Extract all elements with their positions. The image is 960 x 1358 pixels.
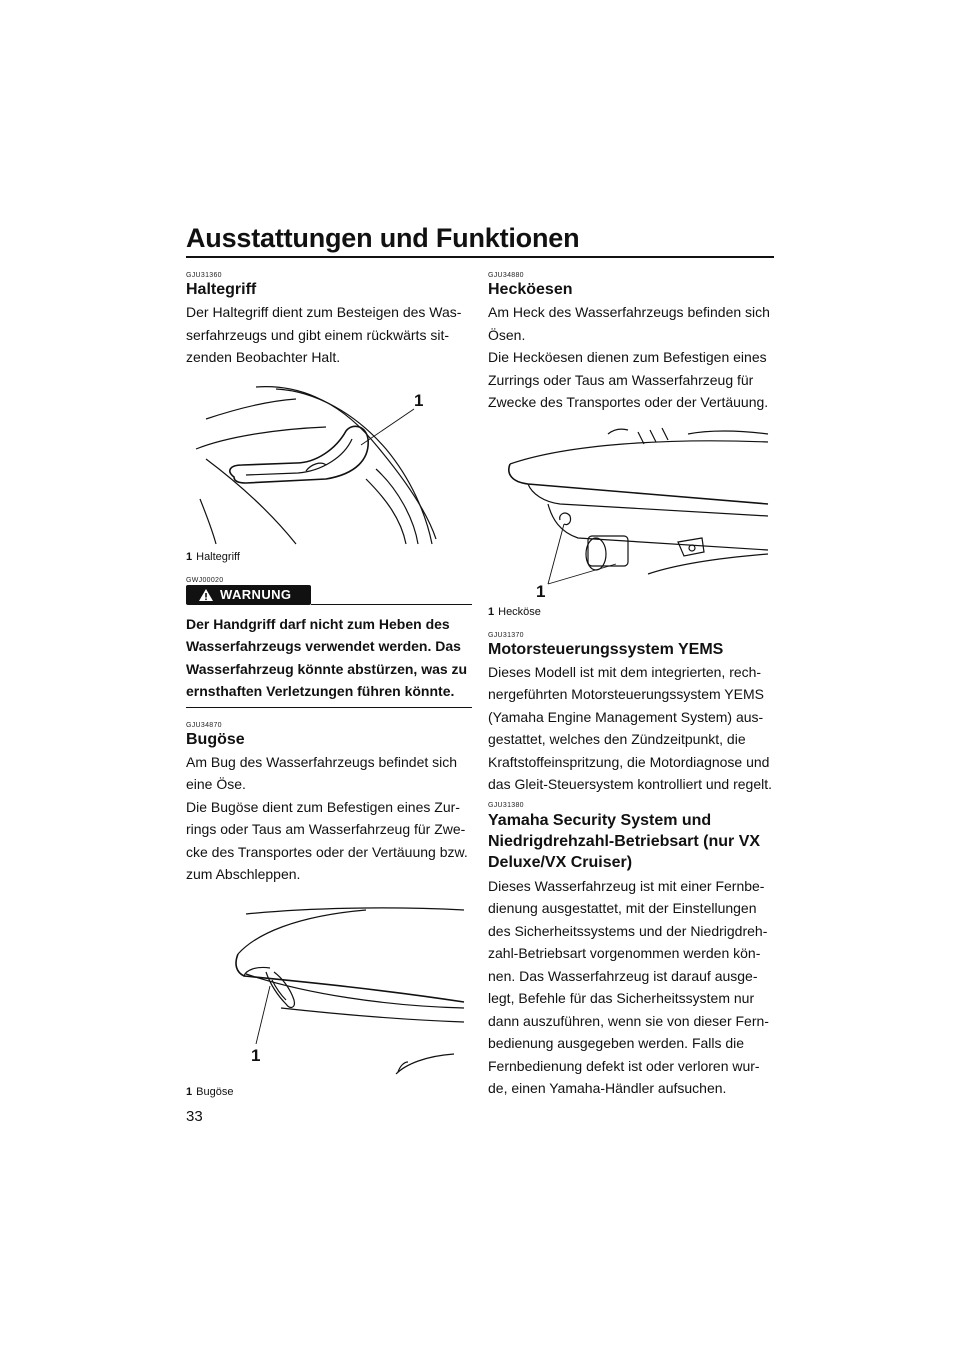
figure-caption [186,551,472,563]
warning-box [186,577,472,708]
warning-code: GWJ00020 [186,576,224,584]
caption-number: 1 [186,1085,193,1098]
warning-icon [198,588,214,602]
section-haltegriff [186,272,472,563]
section-title: Motorsteuerungssystem YEMS [488,640,724,658]
figure-callout: 1 [414,390,424,410]
section-code: GJU34870 [186,721,222,729]
section-body: Dieses Modell ist mit dem integrierten, rech-nergeführten Motorsteuerungssystem YEMS (Yamaha Engine Management System) aus-gestattet, welches den Zündzeitpunkt, die Kraftstoffeinspritzung, die Motordiagnose und das Gleit-Steuersystem kontrolliert und regelt. [488,663,773,792]
section-title: Hecköesen [488,281,573,298]
stern-eye-illustration [488,424,772,604]
section-body: Der Haltegriff dient zum Besteigen des Was-serfahrzeugs und gibt einem rückwärts sit-zenden Beobachter Halt. [186,304,462,365]
figure-heckoesen [488,424,774,618]
section-code: GJU31360 [186,272,222,279]
section-code: GJU31370 [488,631,524,639]
warning-rule [311,604,472,605]
section-body: Am Bug des Wasserfahrzeugs befindet sich eine Öse. [186,753,458,792]
bow-eye-illustration [186,904,466,1084]
section-yems [488,632,774,796]
caption-text: Haltegriff [196,550,240,563]
warning-bottom-rule [186,707,472,708]
warning-badge [186,585,311,605]
warning-text: Der Handgriff darf nicht zum Heben des Wasserfahrzeugs verwendet werden. Das Wasserfahrzeug könnte abstürzen, was zu ernsthaften Verletzungen führen könnte. [186,615,468,699]
figure-callout: 1 [251,1045,261,1065]
caption-text: Hecköse [498,605,541,618]
section-body: Die Hecköesen dienen zum Befestigen eines Zurrings oder Taus am Wasserfahrzeug für Zwecke des Transportes oder der Vertäuung. [488,349,769,410]
warning-label: WARNUNG [220,587,292,602]
figure-caption [186,1086,472,1098]
right-column [488,272,774,1100]
caption-number: 1 [488,605,495,618]
section-title: Bugöse [186,730,245,748]
figure-bugoese [186,904,472,1098]
section-heckoesen [488,272,774,618]
caption-number: 1 [186,550,193,563]
warning-bar [186,585,472,605]
caption-text: Bugöse [196,1085,234,1098]
section-code: GJU34880 [488,272,524,279]
header-rule [186,256,774,258]
section-security [488,802,774,1100]
section-title: Yamaha Security System und Niedrigdrehzahl-Betriebsart (nur VX Deluxe/VX Cruiser) [488,811,761,871]
page-number: 33 [186,1108,203,1125]
figure-caption [488,606,774,618]
section-body: Dieses Wasserfahrzeug ist mit einer Fernbe-dienung ausgestattet, mit der Einstellungen des Sicherheitssystems und der Niedrigdreh-zahl-Betriebsart vorgenommen werden kön-nen. Das Wasserfahrzeug ist darauf ausge-legt, Befehle für das Sicherheitssystem nur dann auszuführen, wenn sie von dieser Fern-bedienung ausgegeben werden. Falls die Fernbedienung defekt ist oder verloren wur-de, einen Yamaha-Händler aufsuchen. [488,877,769,1096]
section-bugoese [186,722,472,1098]
left-column [186,272,472,1098]
section-code: GJU31380 [488,801,524,809]
figure-callout: 1 [536,581,546,601]
page-title: Ausstattungen und Funktionen [186,223,580,253]
figure-haltegriff [186,379,472,563]
section-body: Die Bugöse dient zum Befestigen eines Zur-rings oder Taus am Wasserfahrzeug für Zwe-cke des Transportes oder der Vertäuung bzw. zum Abschleppen. [186,798,468,882]
section-title: Haltegriff [186,281,257,298]
section-body: Am Heck des Wasserfahrzeugs befinden sich Ösen. [488,304,770,343]
page-header [186,222,774,258]
grab-handle-illustration [186,379,446,549]
